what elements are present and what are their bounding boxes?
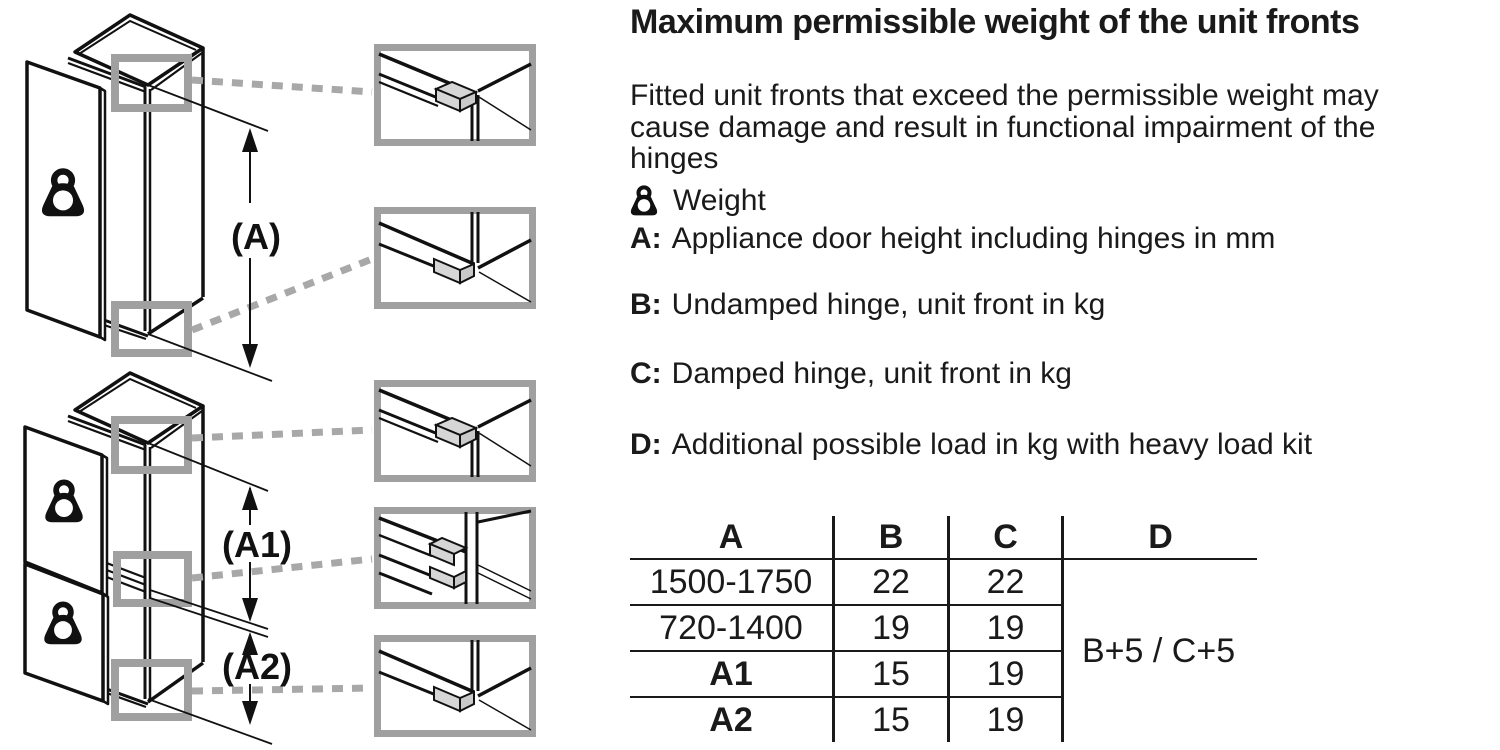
unit-front-panel [27, 62, 105, 340]
cell-c-value: 19 [949, 605, 1063, 651]
page-title: Maximum permissible weight of the unit fronts [630, 3, 1360, 41]
leader-dash [192, 688, 372, 691]
col-header-d: D [1063, 516, 1258, 559]
detail-box-4 [378, 511, 533, 606]
legend-text: Damped hinge, unit front in kg [671, 357, 1072, 390]
weight-table-container [630, 516, 1257, 742]
cell-b-value: 15 [834, 651, 949, 697]
legend-item-c [630, 357, 1072, 391]
intro-line: hinges [630, 142, 719, 175]
cell-d-value: B+5 / C+5 [1082, 631, 1236, 670]
leader-dash [192, 259, 372, 330]
intro-line: cause damage and result in functional impairment of the [630, 110, 1376, 144]
intro-line: Fitted unit fronts that exceed the permissible weight may [630, 79, 1379, 112]
cell-c-value: 19 [949, 651, 1063, 697]
detail-box-1 [378, 48, 533, 143]
legend-key: C: [630, 357, 662, 390]
weight-table [630, 516, 1257, 742]
cell-b-value: 15 [834, 697, 949, 742]
two-door-appliance-figure [25, 373, 372, 744]
leader-dash [192, 80, 372, 92]
weight-kettlebell-icon [630, 184, 658, 218]
cell-a-range: 1500-1750 [630, 559, 834, 605]
cell-b-value: 19 [834, 605, 949, 651]
detail-box-2 [378, 211, 533, 306]
col-header-c: C [949, 516, 1063, 559]
legend-text: Additional possible load in kg with heavy load kit [671, 428, 1313, 461]
weight-legend [630, 184, 766, 218]
dimension-label-A1: (A1) [222, 524, 292, 565]
weight-legend-label: Weight [673, 184, 766, 217]
col-header-b: B [834, 516, 949, 559]
legend-key: D: [630, 428, 662, 461]
legend-item-d [630, 428, 1312, 462]
legend-text: Undamped hinge, unit front in kg [671, 288, 1106, 321]
table-row [630, 559, 1257, 605]
cell-a-label: A2 [630, 697, 834, 742]
col-header-a: A [630, 516, 834, 559]
cell-a-range: 720-1400 [630, 605, 834, 651]
intro-paragraph [630, 80, 1379, 175]
dimension-label-A: (A) [231, 216, 281, 257]
legend-item-a [630, 222, 1275, 256]
cell-c-value: 19 [949, 697, 1063, 742]
detail-box-3 [378, 384, 533, 479]
detail-box-5 [378, 639, 533, 734]
installation-diagram [0, 0, 620, 750]
leader-dash [192, 430, 372, 438]
single-door-appliance-figure [27, 15, 372, 381]
cell-b-value: 22 [834, 559, 949, 605]
legend-key: A: [630, 222, 662, 255]
cell-a-label: A1 [630, 651, 834, 697]
legend-key: B: [630, 288, 662, 321]
cell-c-value: 22 [949, 559, 1063, 605]
dimension-label-A2: (A2) [222, 646, 292, 687]
legend-item-b [630, 288, 1105, 322]
legend-text: Appliance door height including hinges in mm [671, 222, 1276, 255]
